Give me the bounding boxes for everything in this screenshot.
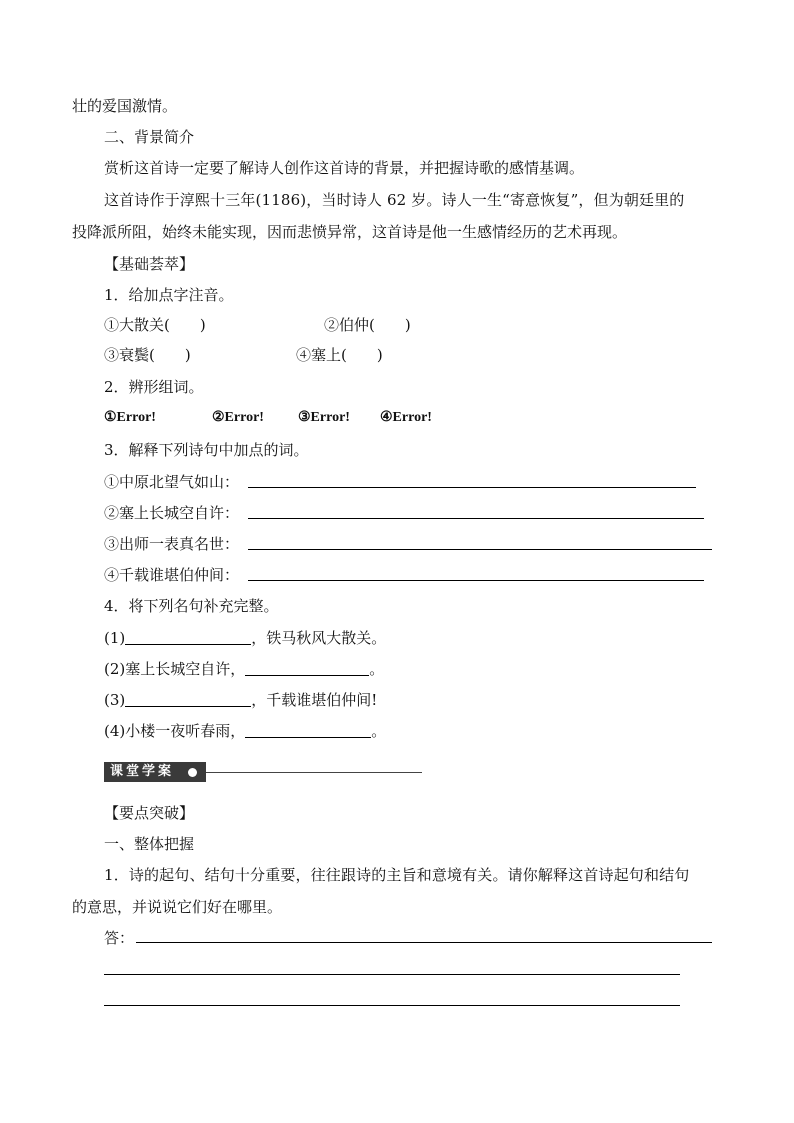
background-paragraph-2-line-1: 这首诗作于淳熙十三年(1186)，当时诗人 62 岁。诗人一生“寄意恢复”，但为朝廷里的 [104,191,685,209]
keypoints-q1-line-2: 的意思，并说说它们好在哪里。 [72,898,283,916]
q3-item-1-answer-line[interactable] [248,487,696,488]
answer-line-2[interactable] [104,974,680,975]
answer-line-3[interactable] [104,1005,680,1006]
background-paragraph-2-line-2: 投降派所阻，始终未能实现，因而悲愤异常，这首诗是他一生感情经历的艺术再现。 [72,223,628,241]
q4-item-2-pre: (2)塞上长城空自许， [104,660,246,678]
q1-item-2[interactable]: ②伯仲( ) [324,316,411,334]
q4-item-4-blank[interactable] [245,723,371,738]
q4-item-3-pre: (3) [104,691,126,709]
section-banner-rule [206,772,422,773]
q3-item-4-label: ④千载谁堪伯仲间： [104,566,240,584]
q4-item-1-blank[interactable] [125,630,251,645]
q4-item-1-post: ，铁马秋风大散关。 [251,629,387,647]
q4-item-3 [104,690,377,710]
q2-item-3: ③Error! [298,410,350,425]
background-heading: 二、背景简介 [104,128,195,146]
q4-item-2-blank[interactable] [245,661,369,676]
q1-title: 1．给加点字注音。 [104,286,234,304]
keypoints-heading: 【要点突破】 [104,804,195,822]
keypoints-q1-line-1: 1．诗的起句、结句十分重要，往往跟诗的主旨和意境有关。请你解释这首诗起句和结句 [104,866,690,884]
bullet-dot-icon [188,768,197,777]
q3-item-1-label: ①中原北望气如山： [104,473,240,491]
q3-title: 3．解释下列诗句中加点的词。 [104,441,309,459]
answer-line-1[interactable] [136,942,712,943]
background-paragraph-1: 赏析这首诗一定要了解诗人创作这首诗的背景，并把握诗歌的感情基调。 [104,159,585,177]
q4-item-3-blank[interactable] [125,692,251,707]
q4-item-1-pre: (1) [104,629,126,647]
q2-item-1: ①Error! [104,410,156,425]
q4-item-4 [104,721,386,741]
q4-item-4-pre: (4)小楼一夜听春雨， [104,722,246,740]
q2-title: 2．辨形组词。 [104,378,204,396]
q3-item-2-label: ②塞上长城空自许： [104,504,240,522]
q4-title: 4．将下列名句补充完整。 [104,597,279,615]
section-banner [104,760,422,784]
q3-item-2-answer-line[interactable] [248,518,704,519]
keypoints-subheading: 一、整体把握 [104,835,195,853]
q4-item-4-post: 。 [371,722,387,740]
q4-item-3-post: ，千载谁堪伯仲间! [251,691,378,709]
q2-item-2: ②Error! [212,410,264,425]
answer-label: 答： [104,929,135,947]
q1-item-1[interactable]: ①大散关( ) [104,316,206,334]
basic-section-heading: 【基础荟萃】 [104,255,195,273]
q4-item-2-post: 。 [369,660,385,678]
q4-item-1 [104,628,386,648]
intro-tail-text: 壮的爱国激情。 [72,97,178,115]
q3-item-3-answer-line[interactable] [248,549,712,550]
section-banner-label: 课堂学案 [104,762,206,782]
q1-item-4[interactable]: ④塞上( ) [296,346,383,364]
q3-item-4-answer-line[interactable] [248,580,704,581]
q3-item-3-label: ③出师一表真名世： [104,535,240,553]
q4-item-2 [104,659,384,679]
q2-item-4: ④Error! [380,410,432,425]
q1-item-3[interactable]: ③衰鬓( ) [104,346,191,364]
